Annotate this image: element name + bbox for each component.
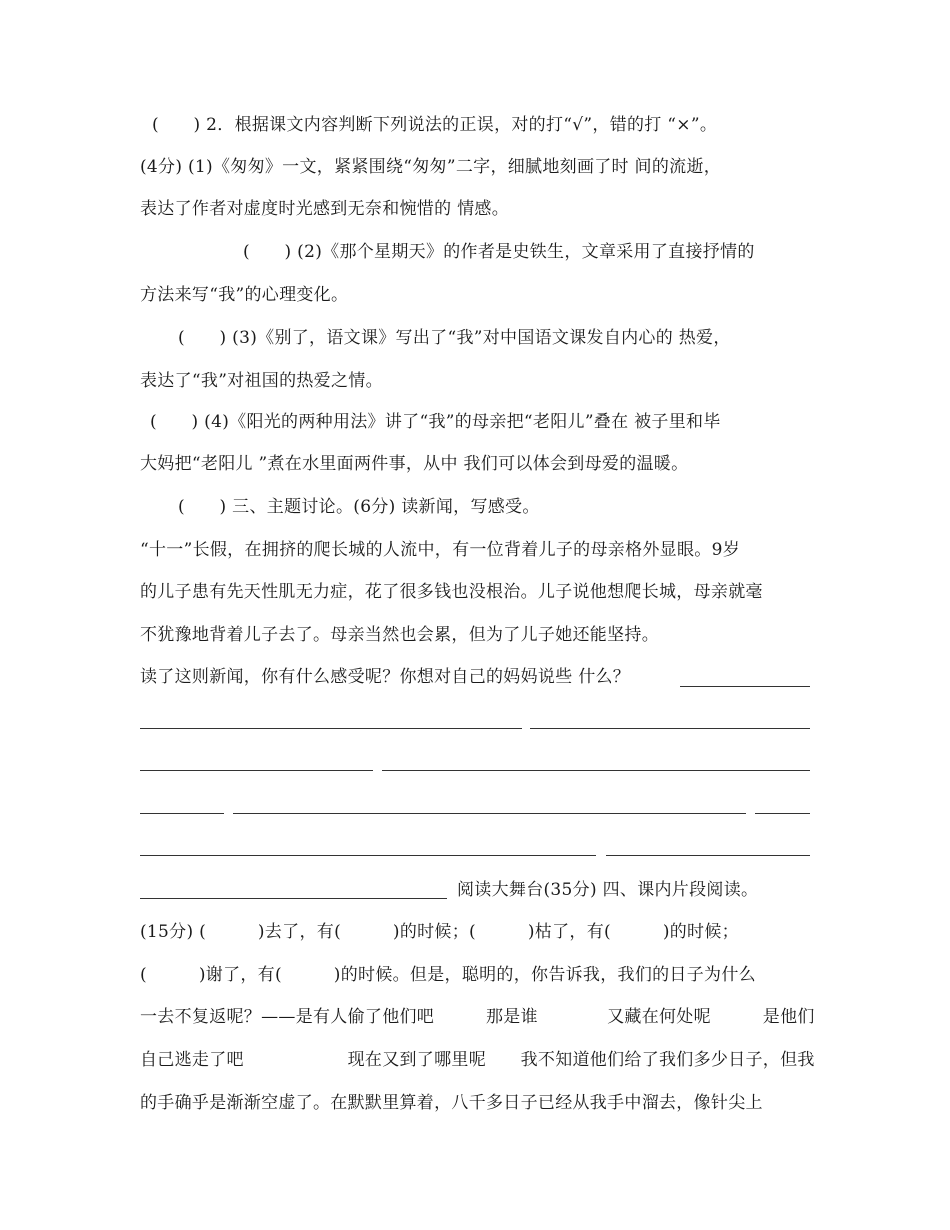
news-line-3: 不犹豫地背着儿子去了。母亲当然也会累，但为了儿子她还能坚持。 bbox=[140, 625, 659, 645]
answer-blank-line[interactable] bbox=[530, 728, 810, 729]
answer-blank-line[interactable] bbox=[140, 770, 373, 771]
answer-blank-line[interactable] bbox=[140, 855, 596, 856]
passage-line-2: ( )谢了，有( )的时候。但是，聪明的，你告诉我，我们的日子为什么 bbox=[140, 965, 756, 985]
item-2-line-b: 方法来写“我”的心理变化。 bbox=[140, 285, 349, 305]
writing-prompt: 读了这则新闻，你有什么感受呢？你想对自己的妈妈说些 什么？ bbox=[140, 667, 631, 687]
answer-blank-line[interactable] bbox=[140, 898, 447, 899]
answer-blank-line[interactable] bbox=[680, 686, 810, 687]
answer-blank-line[interactable] bbox=[140, 728, 522, 729]
item-3-line-a: ( ) (3)《别了，语文课》写出了“我”对中国语文课发自内心的 热爱， bbox=[178, 328, 731, 348]
item-1-line-a: (4分) (1)《匆匆》一文，紧紧围绕“匆匆”二字，细腻地刻画了时 间的流逝， bbox=[140, 157, 722, 177]
answer-blank-line[interactable] bbox=[382, 770, 810, 771]
item-4-line-b: 大妈把“老阳儿 ”煮在水里面两件事，从中 我们可以体会到母爱的温暖。 bbox=[140, 454, 689, 474]
item-4-line-a: ( ) (4)《阳光的两种用法》讲了“我”的母亲把“老阳儿”叠在 被子里和毕 bbox=[150, 412, 721, 432]
item-3-line-b: 表达了“我”对祖国的热爱之情。 bbox=[140, 371, 383, 391]
passage-line-3: 一去不复返呢？——是有人偷了他们吧 那是谁 又藏在何处呢 是他们 bbox=[140, 1007, 815, 1027]
news-line-1: “十一”长假，在拥挤的爬长城的人流中，有一位背着儿子的母亲格外显眼。9岁 bbox=[140, 540, 740, 560]
item-1-line-b: 表达了作者对虚度时光感到无奈和惋惜的 情感。 bbox=[140, 199, 510, 219]
passage-line-5: 的手确乎是渐渐空虚了。在默默里算着，八千多日子已经从我手中溜去，像针尖上 bbox=[140, 1093, 763, 1113]
answer-blank-line[interactable] bbox=[755, 813, 810, 814]
answer-blank-line[interactable] bbox=[140, 813, 224, 814]
news-line-2: 的儿子患有先天性肌无力症，花了很多钱也没根治。儿子说他想爬长城，母亲就毫 bbox=[140, 582, 763, 602]
question-2-line: ( ) 2．根据课文内容判断下列说法的正误，对的打“√”，错的打 “×”。 bbox=[152, 115, 718, 135]
reading-section-heading: 阅读大舞台(35分) 四、课内片段阅读。 bbox=[457, 880, 759, 900]
passage-line-4: 自己逃走了吧 现在又到了哪里呢 我不知道他们给了我们多少日子，但我 bbox=[140, 1050, 815, 1070]
item-2-line-a: ( ) (2)《那个星期天》的作者是史铁生，文章采用了直接抒情的 bbox=[243, 242, 755, 262]
passage-line-1: (15分) ( )去了，有( )的时候；( )枯了，有( )的时候； bbox=[140, 922, 739, 942]
section-3-heading: ( ) 三、主题讨论。(6分) 读新闻，写感受。 bbox=[178, 497, 540, 517]
answer-blank-line[interactable] bbox=[606, 855, 810, 856]
answer-blank-line[interactable] bbox=[233, 813, 746, 814]
